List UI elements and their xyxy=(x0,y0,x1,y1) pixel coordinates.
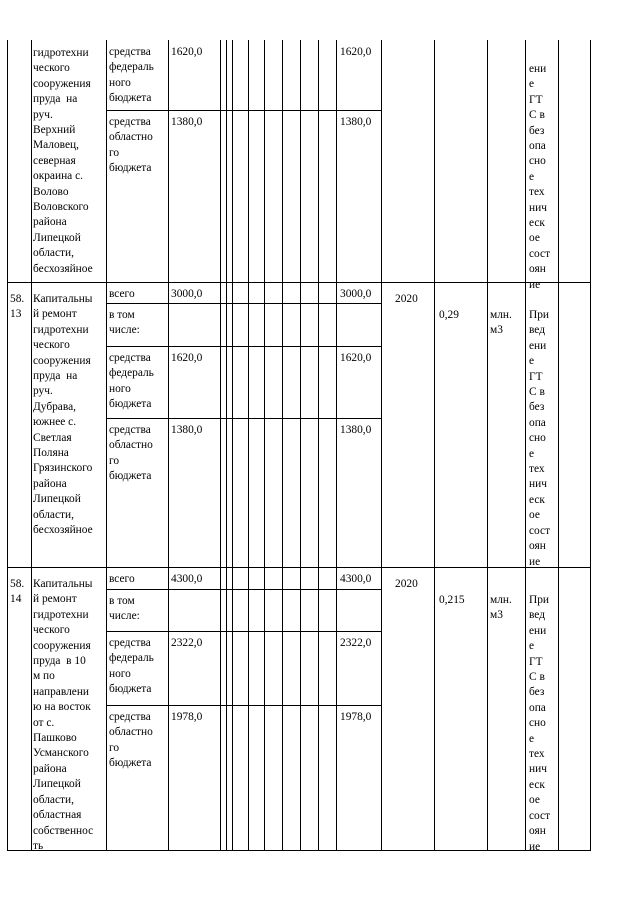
table-rule-vertical xyxy=(220,40,221,851)
table-rule-vertical xyxy=(282,40,283,851)
funding-amount-year: 1380,0 xyxy=(340,116,372,128)
table-rule-horizontal xyxy=(106,418,382,419)
funding-amount-year: 3000,0 xyxy=(340,288,372,300)
funding-source: в том числе: xyxy=(109,595,140,623)
table-rule-vertical xyxy=(434,40,435,851)
purpose-text: При вед ени e ГТ С в без опа сно e тех нич еск ое сост оян ие xyxy=(529,594,551,853)
table-rule-vertical xyxy=(558,40,559,851)
table-rule-horizontal xyxy=(106,303,382,304)
funding-source: средства областно го бюджета xyxy=(109,424,153,483)
funding-amount-year: 4300,0 xyxy=(340,573,372,585)
object-name: Капитальны й ремонт гидротехни ческого сооружения пруда на руч. Дубрава, южнее с. Светлая Поляна Грязинского района Липецкой области, бесхозяйное xyxy=(33,293,93,537)
table-rule-vertical xyxy=(7,40,8,851)
table-rule-vertical xyxy=(168,40,169,851)
funding-source: средства областно го бюджета xyxy=(109,711,153,770)
table-rule-horizontal xyxy=(106,589,382,590)
funding-source: средства федераль ного бюджета xyxy=(109,352,154,411)
table-rule-vertical xyxy=(525,40,526,851)
capacity-unit: млн. м3 xyxy=(490,309,512,337)
funding-amount-year: 1380,0 xyxy=(340,424,372,436)
funding-amount: 1380,0 xyxy=(171,424,203,436)
table-rule-horizontal xyxy=(7,282,591,283)
funding-amount: 1978,0 xyxy=(171,711,203,723)
funding-source: всего xyxy=(109,288,135,300)
table-rule-horizontal xyxy=(106,110,382,111)
table-rule-vertical xyxy=(31,40,32,851)
capacity-value: 0,29 xyxy=(439,309,459,321)
table-rule-vertical xyxy=(487,40,488,851)
table-rule-horizontal xyxy=(106,631,382,632)
funding-source: средства федераль ного бюджета xyxy=(109,637,154,696)
table-rule-horizontal xyxy=(7,850,591,851)
funding-amount-year: 1620,0 xyxy=(340,352,372,364)
object-name: гидротехни ческого сооружения пруда на руч. Верхний Маловец, северная окраина с. Волово Воловского района Липецкой области, бесхозяйное xyxy=(33,47,93,275)
capacity-value: 0,215 xyxy=(439,594,465,606)
funding-amount: 1620,0 xyxy=(171,46,203,58)
table-rule-vertical xyxy=(106,40,107,851)
funding-amount: 2322,0 xyxy=(171,637,203,649)
purpose-text: ени e ГТ С в без опа сно e тех нич еск ое сост оян ие xyxy=(529,63,551,291)
table-rule-vertical xyxy=(590,40,591,851)
purpose-text: При вед ени e ГТ С в без опа сно e тех нич еск ое сост оян ие xyxy=(529,309,551,568)
year-cell: 2020 xyxy=(395,293,418,305)
table-rule-horizontal xyxy=(106,346,382,347)
funding-amount-year: 1620,0 xyxy=(340,46,372,58)
funding-source: средства федераль ного бюджета xyxy=(109,46,154,105)
funding-amount: 4300,0 xyxy=(171,573,203,585)
funding-amount-year: 1978,0 xyxy=(340,711,372,723)
table-rule-vertical xyxy=(318,40,319,851)
year-cell: 2020 xyxy=(395,578,418,590)
table-rule-vertical xyxy=(248,40,249,851)
funding-source: всего xyxy=(109,573,135,585)
table-rule-vertical xyxy=(381,40,382,851)
table-rule-vertical xyxy=(336,40,337,851)
table-rule-vertical xyxy=(232,40,233,851)
capacity-unit: млн. м3 xyxy=(490,594,512,622)
funding-source: в том числе: xyxy=(109,309,140,337)
table-rule-vertical xyxy=(264,40,265,851)
funding-amount: 1620,0 xyxy=(171,352,203,364)
row-number: 58. 13 xyxy=(10,293,25,321)
table-rule-horizontal xyxy=(7,567,591,568)
table-rule-horizontal xyxy=(106,705,382,706)
funding-source: средства областно го бюджета xyxy=(109,116,153,175)
funding-amount: 1380,0 xyxy=(171,116,203,128)
table-rule-vertical xyxy=(226,40,227,851)
object-name: Капитальны й ремонт гидротехни ческого сооружения пруда в 10 м по направлени ю на восток от с. Пашково Усманского района Липецкой области, областная собственнос ть xyxy=(33,578,94,852)
table-rule-vertical xyxy=(300,40,301,851)
row-number: 58. 14 xyxy=(10,578,25,606)
funding-amount-year: 2322,0 xyxy=(340,637,372,649)
funding-amount: 3000,0 xyxy=(171,288,203,300)
